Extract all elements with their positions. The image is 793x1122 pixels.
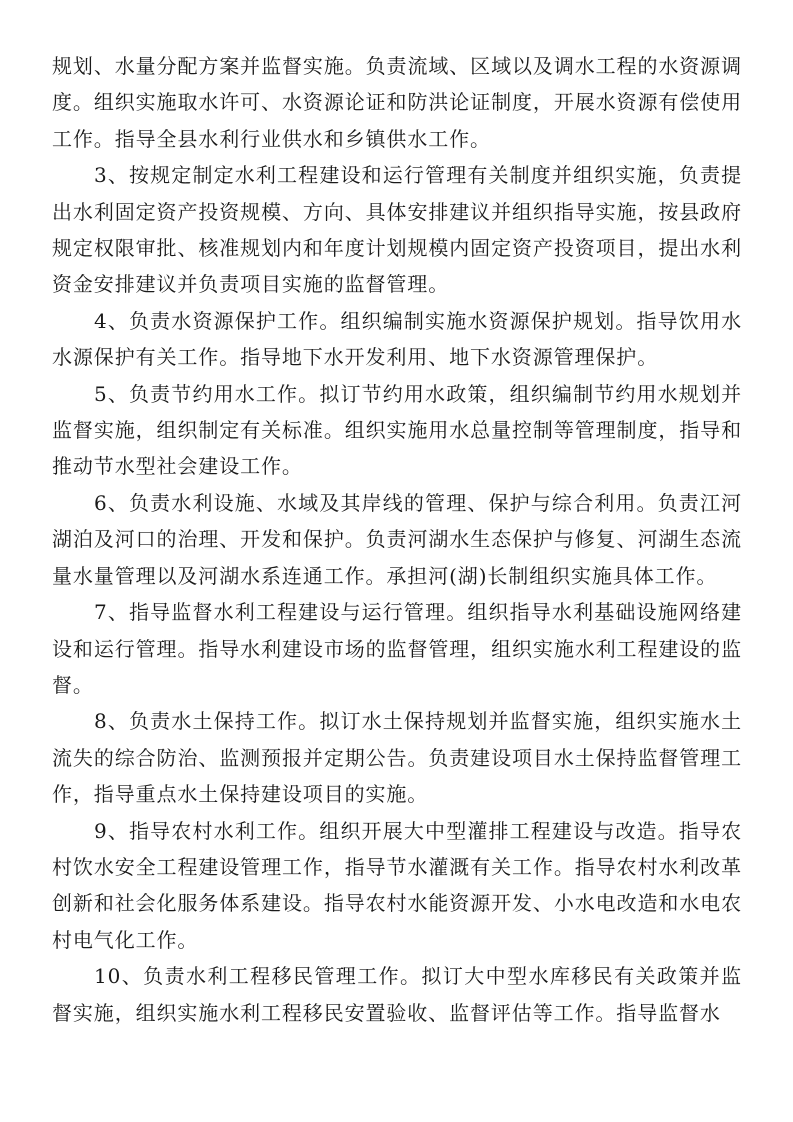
paragraph-item-9: 9、指导农村水利工作。组织开展大中型灌排工程建设与改造。指导农村饮水安全工程建设管理工作，指导节水灌溉有关工作。指导农村水利改革创新和社会化服务体系建设。指导农村水能资源开发、小水电改造和水电农村电气化工作。 [52,818,742,952]
paragraph-item-4: 4、负责水资源保护工作。组织编制实施水资源保护规划。指导饮用水水源保护有关工作。指导地下水开发利用、地下水资源管理保护。 [52,308,742,370]
paragraph-item-10: 10、负责水利工程移民管理工作。拟订大中型水库移民有关政策并监督实施，组织实施水利工程移民安置验收、监督评估等工作。指导监督水 [52,964,742,1025]
paragraph-item-7: 7、指导监督水利工程建设与运行管理。组织指导水利基础设施网络建设和运行管理。指导水利建设市场的监督管理，组织实施水利工程建设的监督。 [52,600,742,697]
paragraph-item-6: 6、负责水利设施、水域及其岸线的管理、保护与综合利用。负责江河湖泊及河口的治理、开发和保护。负责河湖水生态保护与修复、河湖生态流量水量管理以及河湖水系连通工作。承担河(湖)长制组织实施具体工作。 [52,490,742,588]
paragraph-water-allocation: 规划、水量分配方案并监督实施。负责流域、区域以及调水工程的水资源调度。组织实施取水许可、水资源论证和防洪论证制度，开展水资源有偿使用工作。指导全县水利行业供水和乡镇供水工作。 [52,54,742,151]
paragraph-item-8: 8、负责水土保持工作。拟订水土保持规划并监督实施，组织实施水土流失的综合防治、监测预报并定期公告。负责建设项目水土保持监督管理工作，指导重点水土保持建设项目的实施。 [52,709,742,807]
paragraph-item-5: 5、负责节约用水工作。拟订节约用水政策，组织编制节约用水规划并监督实施，组织制定有关标准。组织实施用水总量控制等管理制度，指导和推动节水型社会建设工作。 [52,381,742,479]
document-page [52,48,742,1031]
paragraph-item-3: 3、按规定制定水利工程建设和运行管理有关制度并组织实施，负责提出水利固定资产投资规模、方向、具体安排建议并组织指导实施，按县政府规定权限审批、核准规划内和年度计划规模内固定资产投资项目，提出水利资金安排建议并负责项目实施的监督管理。 [52,163,742,297]
